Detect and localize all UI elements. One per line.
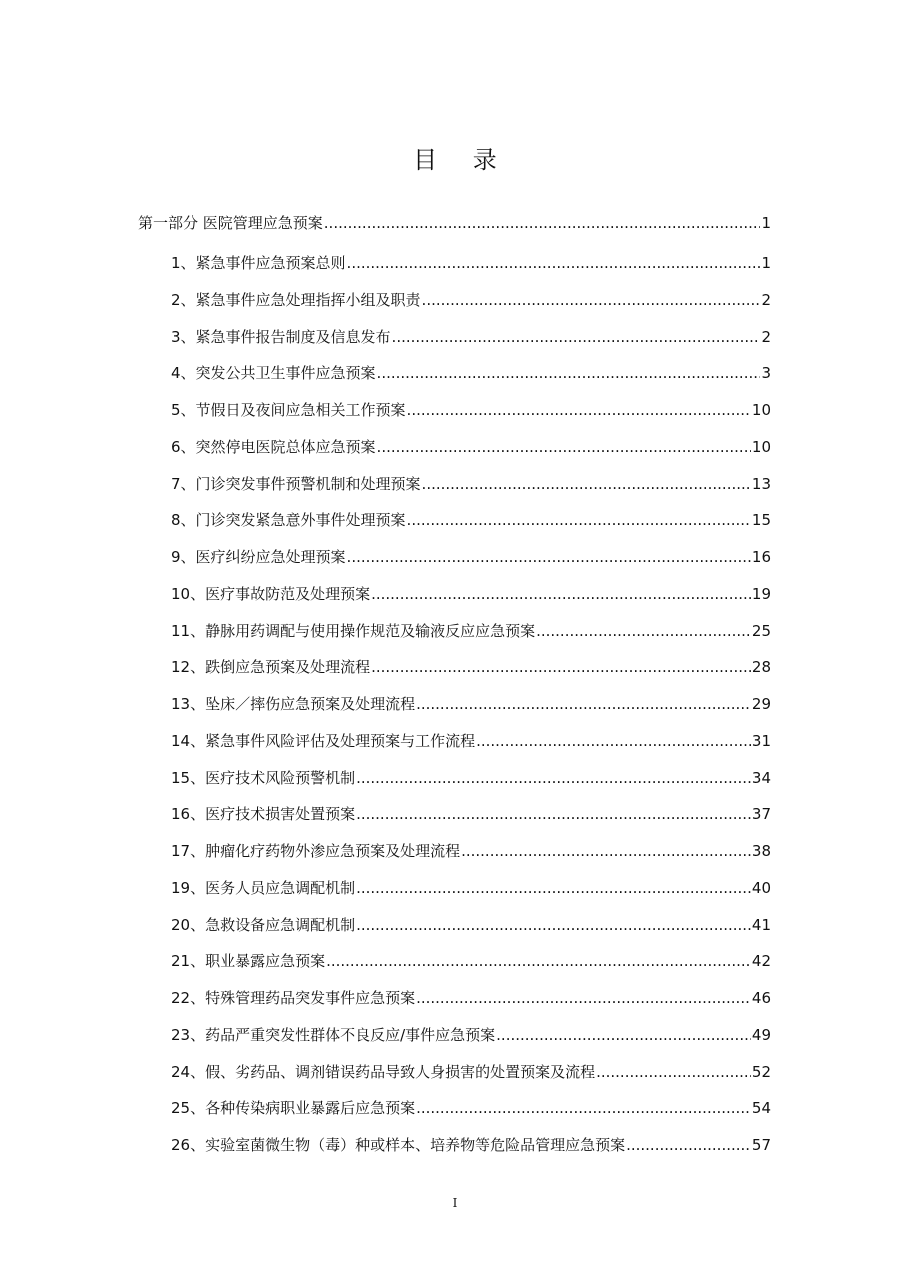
leader-dots (626, 1136, 751, 1154)
toc-entry[interactable] (171, 877, 771, 901)
toc-entry[interactable] (171, 583, 771, 607)
leader-dots (422, 291, 761, 309)
toc-entry[interactable] (171, 473, 771, 497)
toc-entry-label: 11、静脉用药调配与使用操作规范及输液反应应急预案 (171, 621, 536, 640)
leader-dots (496, 1026, 751, 1044)
toc-entry-label: 20、急救设备应急调配机制 (171, 915, 356, 934)
toc-entry-page: 42 (751, 952, 771, 971)
toc-title: 目 录 (413, 146, 511, 174)
toc-entry-page: 16 (751, 548, 771, 566)
toc-entry-page: 13 (751, 474, 771, 493)
toc-entry-page: 3 (761, 364, 771, 383)
leader-dots (347, 254, 761, 272)
toc-entry-label: 14、紧急事件风险评估及处理预案与工作流程 (171, 731, 476, 750)
toc-entry-page: 1 (761, 254, 771, 272)
toc-entry[interactable] (171, 693, 771, 717)
toc-entry-label: 25、各种传染病职业暴露后应急预案 (171, 1099, 416, 1118)
toc-entry-page: 41 (751, 915, 771, 934)
toc-entry-label: 7、门诊突发事件预警机制和处理预案 (171, 474, 421, 493)
toc-entry[interactable] (171, 1061, 771, 1085)
toc-entry-label: 3、紧急事件报告制度及信息发布 (171, 327, 391, 346)
leader-dots (407, 401, 751, 419)
toc-entry-page: 28 (751, 658, 771, 677)
leader-dots (596, 1063, 751, 1081)
toc-entry-page: 2 (761, 290, 771, 309)
toc-entry[interactable] (171, 509, 771, 533)
toc-entry-label: 6、突然停电医院总体应急预案 (171, 437, 376, 456)
toc-entry[interactable] (171, 1097, 771, 1121)
toc-entry[interactable] (171, 840, 771, 864)
toc-entry[interactable] (171, 803, 771, 827)
toc-entry-page: 46 (751, 989, 771, 1007)
leader-dots (416, 1099, 751, 1117)
leader-dots (347, 548, 751, 566)
toc-part-page: 1 (761, 214, 771, 232)
leader-dots (324, 214, 761, 232)
toc-entry[interactable] (171, 1024, 771, 1048)
toc-entry[interactable] (171, 914, 771, 938)
toc-entry-label: 5、节假日及夜间应急相关工作预案 (171, 401, 406, 419)
leader-dots (356, 916, 751, 934)
toc-entry[interactable] (171, 620, 771, 644)
toc-entry[interactable] (171, 656, 771, 680)
toc-entry-label: 26、实验室菌微生物（毒）种或样本、培养物等危险品管理应急预案 (171, 1136, 626, 1154)
toc-entry-page: 57 (751, 1136, 771, 1154)
leader-dots (371, 585, 751, 603)
toc-entry-page: 52 (751, 1062, 771, 1081)
toc-entry[interactable] (171, 987, 771, 1011)
toc-entry-label: 8、门诊突发紧急意外事件处理预案 (171, 511, 406, 530)
leader-dots (356, 769, 751, 787)
toc-entry-label: 4、突发公共卫生事件应急预案 (171, 364, 376, 383)
toc-entry-page: 15 (751, 511, 771, 530)
leader-dots (422, 475, 751, 493)
toc-entry[interactable] (171, 289, 771, 313)
leader-dots (326, 952, 751, 970)
toc-entry[interactable] (171, 1134, 771, 1158)
toc-entry[interactable] (171, 767, 771, 791)
toc-entry-label: 22、特殊管理药品突发事件应急预案 (171, 989, 416, 1007)
toc-entry[interactable] (171, 326, 771, 350)
toc-entry[interactable] (171, 252, 771, 276)
toc-entry[interactable] (171, 399, 771, 423)
toc-entry-label: 12、跌倒应急预案及处理流程 (171, 658, 371, 677)
toc-entry-label: 21、职业暴露应急预案 (171, 952, 326, 971)
toc-entry-label: 23、药品严重突发性群体不良反应/事件应急预案 (171, 1025, 496, 1044)
toc-entry-page: 25 (751, 621, 771, 640)
toc-entry-label: 15、医疗技术风险预警机制 (171, 768, 356, 787)
toc-entry-page: 34 (751, 768, 771, 787)
leader-dots (377, 364, 761, 382)
toc-entry-page: 10 (751, 437, 771, 456)
toc-entry[interactable] (171, 546, 771, 570)
leader-dots (356, 805, 751, 823)
toc-entry-page: 10 (751, 401, 771, 419)
toc-entry-label: 16、医疗技术损害处置预案 (171, 805, 356, 824)
toc-entry-label: 2、紧急事件应急处理指挥小组及职责 (171, 290, 421, 309)
toc-entry-label: 17、肿瘤化疗药物外渗应急预案及处理流程 (171, 842, 461, 860)
toc-entry-label: 1、紧急事件应急预案总则 (171, 254, 346, 272)
leader-dots (416, 695, 751, 713)
toc-entry[interactable] (171, 362, 771, 386)
leader-dots (536, 622, 751, 640)
toc-entry-label: 9、医疗纠纷应急处理预案 (171, 548, 346, 566)
leader-dots (476, 732, 751, 750)
leader-dots (356, 879, 751, 897)
toc-entry-page: 38 (751, 842, 771, 860)
toc-entry-page: 40 (751, 878, 771, 897)
leader-dots (392, 328, 761, 346)
leader-dots (461, 842, 751, 860)
toc-part-label: 第一部分 医院管理应急预案 (138, 214, 323, 232)
toc-entry-label: 10、医疗事故防范及处理预案 (171, 584, 371, 603)
toc-entry-label: 19、医务人员应急调配机制 (171, 878, 356, 897)
toc-entry-page: 19 (751, 584, 771, 603)
toc-part-entry[interactable] (138, 212, 771, 236)
leader-dots (416, 989, 751, 1007)
toc-entry[interactable] (171, 950, 771, 974)
toc-entry-page: 31 (751, 731, 771, 750)
leader-dots (371, 658, 751, 676)
toc-entry[interactable] (171, 730, 771, 754)
leader-dots (407, 511, 751, 529)
toc-entry[interactable] (171, 436, 771, 460)
toc-entry-page: 29 (751, 695, 771, 713)
toc-entry-page: 37 (751, 805, 771, 824)
toc-entry-page: 54 (751, 1099, 771, 1118)
toc-entry-label: 13、坠床／摔伤应急预案及处理流程 (171, 695, 416, 713)
toc-entry-page: 49 (751, 1025, 771, 1044)
leader-dots (377, 438, 751, 456)
toc-entry-label: 24、假、劣药品、调剂错误药品导致人身损害的处置预案及流程 (171, 1062, 596, 1081)
toc-entry-page: 2 (761, 327, 771, 346)
page-number: I (452, 1196, 458, 1210)
